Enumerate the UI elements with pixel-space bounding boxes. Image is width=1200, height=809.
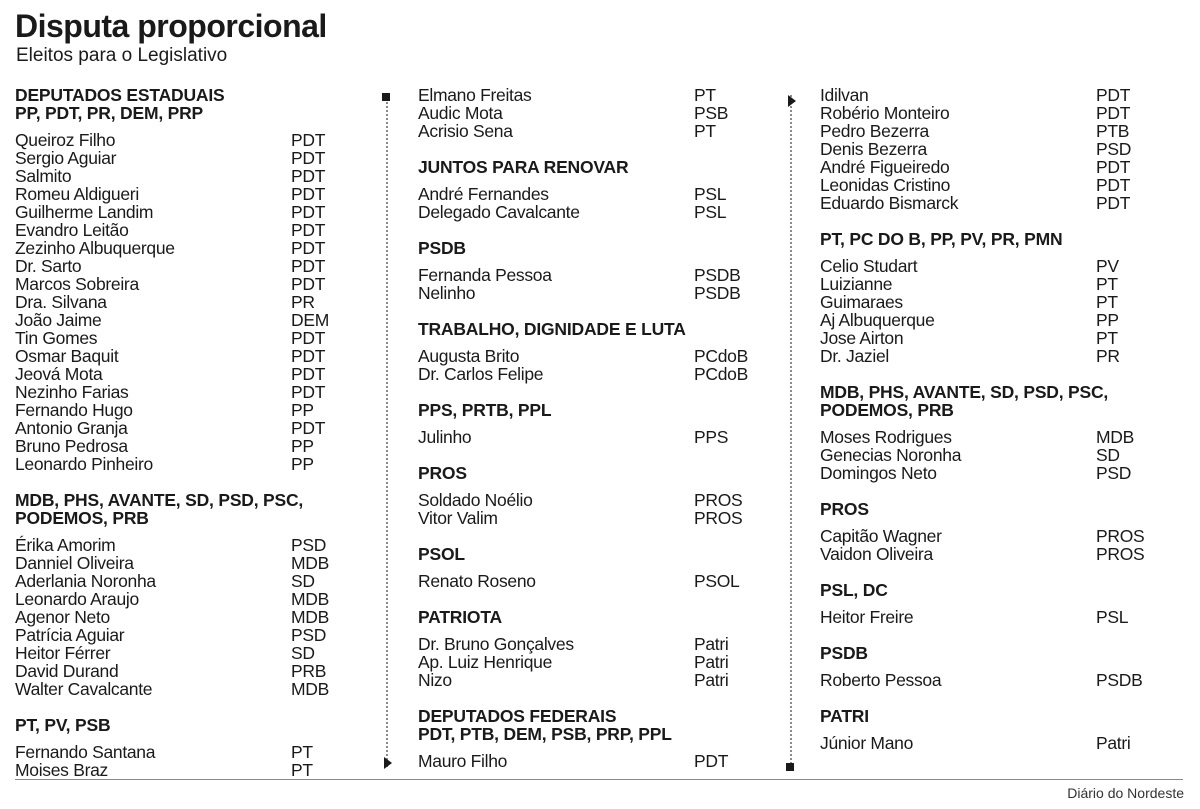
candidate-name: Jeová Mota: [15, 364, 103, 384]
candidate-party: PT: [1096, 274, 1118, 294]
candidate-party: PSD: [291, 535, 327, 555]
list-item: [820, 347, 1180, 365]
list-item: [15, 257, 375, 275]
column-divider-1: [386, 95, 388, 767]
candidate-party: PSL: [694, 184, 727, 204]
group-heading: DEPUTADOS FEDERAIS PDT, PTB, DEM, PSB, PRP, PPL: [418, 706, 672, 744]
list-item: [418, 635, 778, 653]
list-item: [15, 455, 375, 473]
list-item: [15, 365, 375, 383]
candidate-name: Leonardo Pinheiro: [15, 454, 153, 474]
candidate-party: SD: [1096, 445, 1120, 465]
list-item: [15, 419, 375, 437]
list-item: [820, 140, 1180, 158]
bottom-rule: [15, 779, 1183, 780]
list-item: [15, 383, 375, 401]
list-item: [15, 203, 375, 221]
candidate-party: PROS: [1096, 526, 1145, 546]
candidate-name: Heitor Férrer: [15, 643, 111, 663]
group-heading: PT, PC DO B, PP, PV, PR, PMN: [820, 229, 1063, 249]
candidate-party: PT: [1096, 292, 1118, 312]
candidate-party: PV: [1096, 256, 1119, 276]
list-item: [418, 122, 778, 140]
candidate-party: Patri: [694, 670, 729, 690]
list-item: [418, 266, 778, 284]
party-group: [418, 401, 778, 446]
candidate-party: PP: [1096, 310, 1119, 330]
candidate-party: PDT: [1096, 157, 1131, 177]
candidate-name: Dr. Sarto: [15, 256, 82, 276]
candidate-party: PSDB: [1096, 670, 1143, 690]
list-item: [418, 185, 778, 203]
candidate-name: Guilherme Landim: [15, 202, 154, 222]
list-item: [15, 590, 375, 608]
group-spacer: [820, 365, 1180, 383]
candidate-party: PT: [291, 760, 313, 780]
party-group: [820, 230, 1180, 365]
list-item: [820, 329, 1180, 347]
group-spacer: [418, 383, 778, 401]
list-item: [418, 653, 778, 671]
list-item: [820, 545, 1180, 563]
list-item: [15, 437, 375, 455]
candidate-party: PSL: [694, 202, 727, 222]
candidate-name: Queiroz Filho: [15, 130, 116, 150]
candidate-name: Pedro Bezerra: [820, 121, 929, 141]
candidate-party: PSL: [1096, 607, 1129, 627]
party-group: [418, 86, 778, 140]
candidate-name: Salmito: [15, 166, 72, 186]
candidate-name: Tin Gomes: [15, 328, 98, 348]
candidate-name: Zezinho Albuquerque: [15, 238, 175, 258]
candidate-party: PDT: [1096, 103, 1131, 123]
list-item: [15, 626, 375, 644]
group-heading: PSDB: [820, 643, 868, 663]
candidate-name: Osmar Baquit: [15, 346, 119, 366]
list-item: [15, 572, 375, 590]
candidate-party: Patri: [694, 652, 729, 672]
list-item: [418, 509, 778, 527]
candidate-party: PSDB: [694, 283, 741, 303]
candidate-party: PDT: [291, 166, 326, 186]
party-group: [418, 464, 778, 527]
candidate-name: Augusta Brito: [418, 346, 520, 366]
list-item: [418, 365, 778, 383]
list-item: [820, 527, 1180, 545]
candidate-name: Renato Roseno: [418, 571, 536, 591]
candidate-name: Soldado Noélio: [418, 490, 533, 510]
candidate-name: Mauro Filho: [418, 751, 508, 771]
candidate-name: Leonardo Araujo: [15, 589, 139, 609]
column-1: [15, 86, 375, 779]
group-spacer: [15, 698, 375, 716]
candidate-party: PDT: [291, 184, 326, 204]
candidate-name: Dra. Silvana: [15, 292, 107, 312]
candidate-name: Elmano Freitas: [418, 85, 532, 105]
page-subtitle: Eleitos para o Legislativo: [16, 45, 228, 66]
candidate-name: Júnior Mano: [820, 733, 914, 753]
candidate-name: Heitor Freire: [820, 607, 914, 627]
list-item: [418, 752, 778, 770]
list-item: [820, 194, 1180, 212]
candidate-name: Romeu Aldigueri: [15, 184, 139, 204]
group-spacer: [418, 527, 778, 545]
list-item: [418, 284, 778, 302]
candidate-party: Patri: [694, 634, 729, 654]
party-group: [15, 86, 375, 473]
list-item: [15, 680, 375, 698]
group-spacer: [418, 302, 778, 320]
list-item: [820, 671, 1180, 689]
party-group: [820, 383, 1180, 482]
candidate-name: Evandro Leitão: [15, 220, 129, 240]
group-spacer: [15, 473, 375, 491]
candidate-name: Antonio Granja: [15, 418, 128, 438]
group-heading: PPS, PRTB, PPL: [418, 400, 552, 420]
candidate-name: Érika Amorim: [15, 535, 116, 555]
candidate-name: Vitor Valim: [418, 508, 498, 528]
column-3: [820, 86, 1180, 752]
party-group: [820, 86, 1180, 212]
candidate-name: Agenor Neto: [15, 607, 110, 627]
candidate-name: Marcos Sobreira: [15, 274, 139, 294]
party-group: [418, 239, 778, 302]
group-spacer: [418, 446, 778, 464]
column-start-square-icon: [382, 93, 390, 101]
continue-arrow-icon: [384, 757, 392, 769]
candidate-party: PDT: [291, 382, 326, 402]
candidate-party: PT: [291, 742, 313, 762]
candidate-party: PDT: [291, 346, 326, 366]
candidate-party: PSD: [291, 625, 327, 645]
candidate-party: PROS: [694, 490, 743, 510]
party-group: [15, 716, 375, 779]
candidate-party: Patri: [1096, 733, 1131, 753]
list-item: [418, 347, 778, 365]
candidate-party: PDT: [291, 202, 326, 222]
group-heading: PSOL: [418, 544, 465, 564]
candidate-party: PT: [694, 121, 716, 141]
list-item: [820, 734, 1180, 752]
list-item: [820, 446, 1180, 464]
candidate-party: MDB: [291, 679, 329, 699]
candidate-name: Patrícia Aguiar: [15, 625, 125, 645]
party-group: [418, 608, 778, 689]
candidate-name: Moises Braz: [15, 760, 108, 780]
candidate-name: Fernando Hugo: [15, 400, 133, 420]
group-heading: MDB, PHS, AVANTE, SD, PSD, PSC, PODEMOS, PRB: [820, 382, 1109, 420]
list-item: [15, 131, 375, 149]
page-title: Disputa proporcional: [15, 8, 327, 44]
candidate-name: Fernando Santana: [15, 742, 156, 762]
group-spacer: [820, 212, 1180, 230]
candidate-party: PTB: [1096, 121, 1130, 141]
candidate-name: Dr. Bruno Gonçalves: [418, 634, 574, 654]
candidate-party: SD: [291, 643, 315, 663]
candidate-party: PDT: [291, 220, 326, 240]
group-heading: PATRI: [820, 706, 869, 726]
list-item: [820, 86, 1180, 104]
list-item: [418, 104, 778, 122]
candidate-party: PDT: [291, 238, 326, 258]
candidate-name: Fernanda Pessoa: [418, 265, 552, 285]
continued-arrow-icon: [788, 95, 796, 107]
candidate-party: PDT: [291, 418, 326, 438]
group-spacer: [820, 689, 1180, 707]
candidate-name: Genecias Noronha: [820, 445, 962, 465]
list-item: [15, 167, 375, 185]
list-item: [820, 293, 1180, 311]
list-item: [418, 572, 778, 590]
list-item: [820, 176, 1180, 194]
list-item: [15, 329, 375, 347]
source-credit: Diário do Nordeste: [1067, 785, 1184, 801]
list-item: [820, 428, 1180, 446]
candidate-party: PP: [291, 454, 314, 474]
list-item: [15, 311, 375, 329]
candidate-name: Aj Albuquerque: [820, 310, 935, 330]
list-item: [15, 293, 375, 311]
list-item: [15, 275, 375, 293]
candidate-party: PDT: [291, 364, 326, 384]
candidate-party: SD: [291, 571, 315, 591]
list-item: [15, 608, 375, 626]
list-item: [15, 401, 375, 419]
group-spacer: [418, 140, 778, 158]
candidate-party: MDB: [291, 589, 329, 609]
group-spacer: [418, 221, 778, 239]
group-heading: DEPUTADOS ESTADUAIS PP, PDT, PR, DEM, PRP: [15, 85, 225, 123]
candidate-party: PROS: [694, 508, 743, 528]
candidate-party: PSB: [694, 103, 729, 123]
list-item: [15, 347, 375, 365]
candidate-party: MDB: [291, 553, 329, 573]
candidate-party: PDT: [291, 256, 326, 276]
party-group: [418, 320, 778, 383]
candidate-name: Dr. Carlos Felipe: [418, 364, 544, 384]
list-item: [820, 464, 1180, 482]
candidate-name: Nezinho Farias: [15, 382, 129, 402]
list-item: [820, 122, 1180, 140]
candidate-name: Dr. Jaziel: [820, 346, 889, 366]
candidate-party: PCdoB: [694, 364, 748, 384]
list-item: [820, 104, 1180, 122]
list-item: [15, 662, 375, 680]
group-heading: PSDB: [418, 238, 466, 258]
candidate-party: PDT: [291, 274, 326, 294]
candidate-name: Nelinho: [418, 283, 476, 303]
party-group: [418, 158, 778, 221]
candidate-name: André Fernandes: [418, 184, 549, 204]
candidate-party: PP: [291, 436, 314, 456]
candidate-party: PT: [1096, 328, 1118, 348]
list-item: [15, 761, 375, 779]
candidate-party: PDT: [291, 130, 326, 150]
candidate-name: Celio Studart: [820, 256, 918, 276]
column-2: [418, 86, 778, 770]
column-divider-2: [790, 95, 792, 767]
list-item: [820, 158, 1180, 176]
candidate-name: Ap. Luiz Henrique: [418, 652, 553, 672]
candidate-name: Jose Airton: [820, 328, 904, 348]
candidate-party: DEM: [291, 310, 329, 330]
list-item: [820, 311, 1180, 329]
candidate-name: Denis Bezerra: [820, 139, 927, 159]
list-item: [15, 644, 375, 662]
candidate-party: PDT: [1096, 85, 1131, 105]
candidate-party: PT: [694, 85, 716, 105]
party-group: [418, 707, 778, 770]
candidate-name: Idilvan: [820, 85, 869, 105]
candidate-name: Bruno Pedrosa: [15, 436, 128, 456]
candidate-name: Aderlania Noronha: [15, 571, 156, 591]
list-item: [418, 86, 778, 104]
group-heading: JUNTOS PARA RENOVAR: [418, 157, 629, 177]
party-group: [820, 707, 1180, 752]
list-item: [418, 203, 778, 221]
candidate-name: Capitão Wagner: [820, 526, 942, 546]
candidate-party: PDT: [694, 751, 729, 771]
list-item: [15, 743, 375, 761]
party-group: [820, 500, 1180, 563]
candidate-name: Delegado Cavalcante: [418, 202, 580, 222]
group-spacer: [418, 689, 778, 707]
candidate-party: PSOL: [694, 571, 740, 591]
list-item: [418, 428, 778, 446]
column-end-square-icon: [786, 763, 794, 771]
list-item: [418, 491, 778, 509]
group-heading: PT, PV, PSB: [15, 715, 111, 735]
list-item: [15, 239, 375, 257]
list-item: [15, 554, 375, 572]
candidate-name: Moses Rodrigues: [820, 427, 952, 447]
list-item: [820, 275, 1180, 293]
candidate-party: MDB: [1096, 427, 1134, 447]
candidate-party: PDT: [1096, 193, 1131, 213]
candidate-party: PR: [291, 292, 315, 312]
candidate-name: Sergio Aguiar: [15, 148, 117, 168]
candidate-name: Eduardo Bismarck: [820, 193, 959, 213]
candidate-name: Robério Monteiro: [820, 103, 950, 123]
list-item: [418, 671, 778, 689]
list-item: [820, 257, 1180, 275]
group-spacer: [820, 626, 1180, 644]
party-group: [418, 545, 778, 590]
list-item: [820, 608, 1180, 626]
candidate-name: Roberto Pessoa: [820, 670, 942, 690]
party-group: [820, 644, 1180, 689]
candidate-party: MDB: [291, 607, 329, 627]
group-spacer: [820, 482, 1180, 500]
candidate-party: PSD: [1096, 139, 1132, 159]
candidate-name: Julinho: [418, 427, 472, 447]
group-heading: PSL, DC: [820, 580, 888, 600]
party-group: [15, 491, 375, 698]
list-item: [15, 536, 375, 554]
party-group: [820, 581, 1180, 626]
candidate-name: Nizo: [418, 670, 452, 690]
group-spacer: [820, 563, 1180, 581]
list-item: [15, 221, 375, 239]
candidate-party: PDT: [291, 328, 326, 348]
candidate-party: PR: [1096, 346, 1120, 366]
candidate-name: Guimaraes: [820, 292, 903, 312]
candidate-party: PROS: [1096, 544, 1145, 564]
candidate-name: André Figueiredo: [820, 157, 950, 177]
candidate-name: João Jaime: [15, 310, 102, 330]
group-heading: PROS: [820, 499, 869, 519]
candidate-name: Danniel Oliveira: [15, 553, 134, 573]
group-heading: MDB, PHS, AVANTE, SD, PSD, PSC, PODEMOS, PRB: [15, 490, 304, 528]
candidate-party: PSD: [1096, 463, 1132, 483]
candidate-name: Acrisio Sena: [418, 121, 513, 141]
candidate-name: Luizianne: [820, 274, 893, 294]
group-heading: PROS: [418, 463, 467, 483]
candidate-party: PPS: [694, 427, 729, 447]
candidate-party: PRB: [291, 661, 327, 681]
list-item: [15, 185, 375, 203]
group-spacer: [418, 590, 778, 608]
candidate-name: David Durand: [15, 661, 119, 681]
group-heading: TRABALHO, DIGNIDADE E LUTA: [418, 319, 686, 339]
candidate-name: Vaidon Oliveira: [820, 544, 933, 564]
candidate-party: PCdoB: [694, 346, 748, 366]
list-item: [15, 149, 375, 167]
candidate-party: PSDB: [694, 265, 741, 285]
candidate-party: PP: [291, 400, 314, 420]
candidate-name: Audic Mota: [418, 103, 503, 123]
group-heading: PATRIOTA: [418, 607, 502, 627]
candidate-party: PDT: [291, 148, 326, 168]
candidate-name: Walter Cavalcante: [15, 679, 153, 699]
candidate-name: Domingos Neto: [820, 463, 937, 483]
candidate-party: PDT: [1096, 175, 1131, 195]
candidate-name: Leonidas Cristino: [820, 175, 951, 195]
